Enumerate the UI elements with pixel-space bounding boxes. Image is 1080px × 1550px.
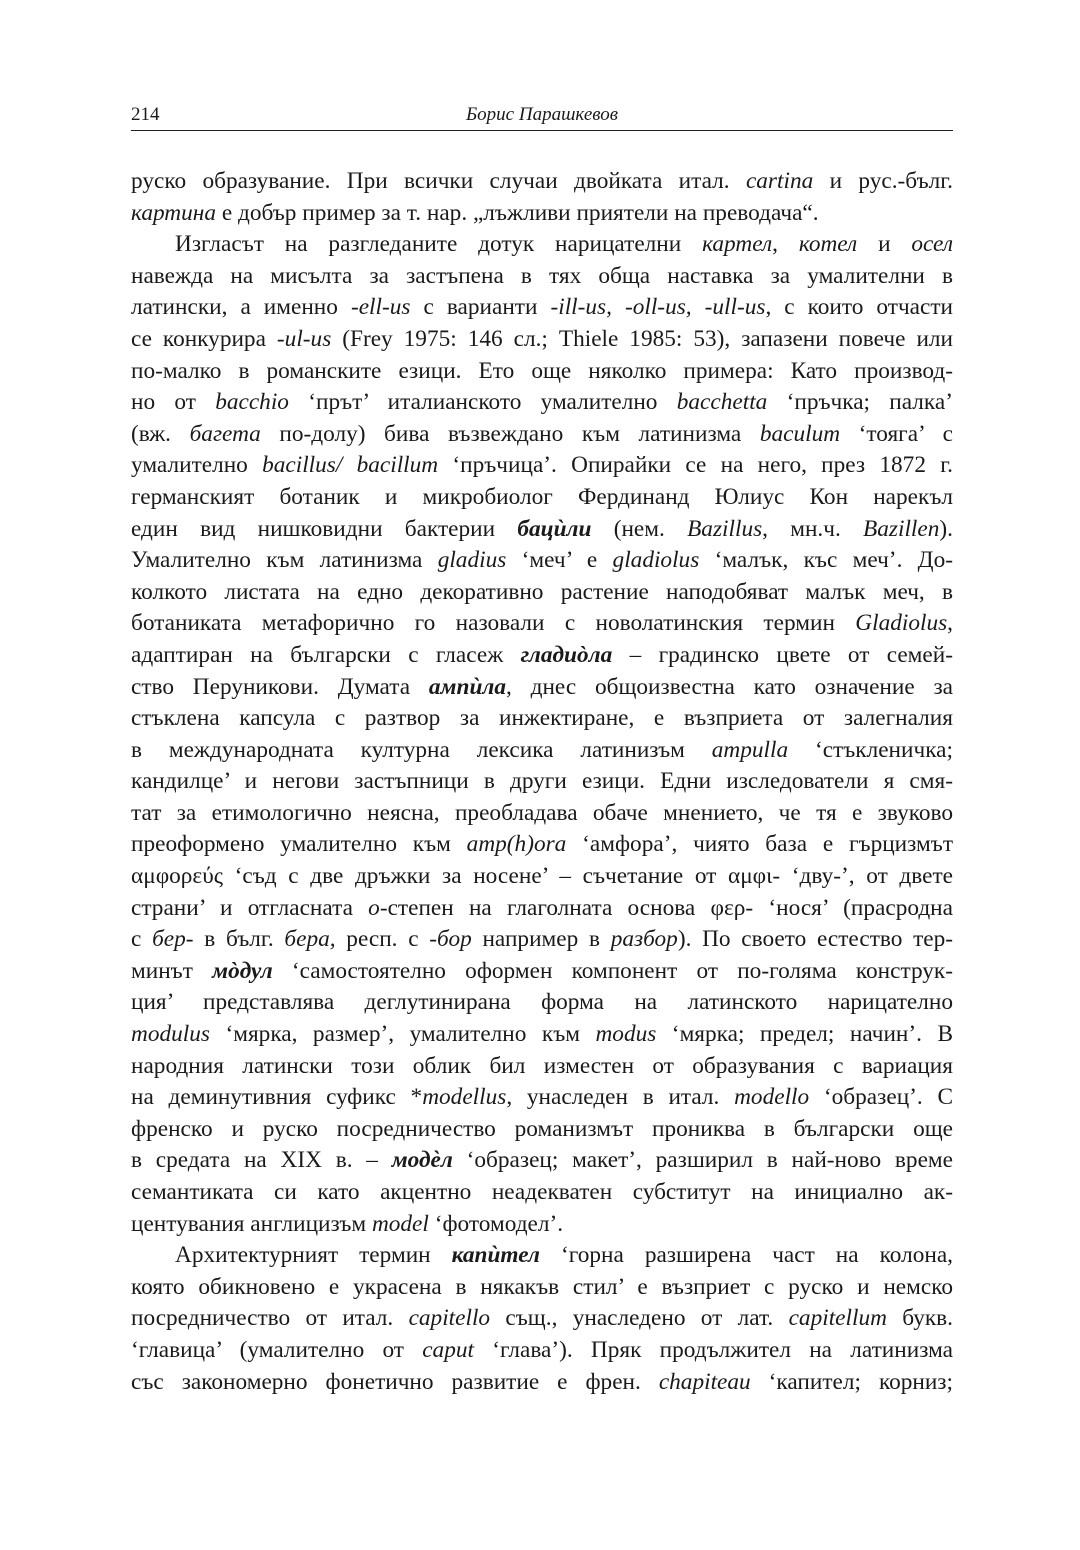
text-line: modulus ‘мярка, размер’, умалително към modus ‘мярка; предел; начин’. В [131,1021,953,1048]
text-line: със закономерно фонетично развитие е френ. chapiteau ‘капител; корниз; [131,1368,953,1395]
text-line: френско и руско посредничество романизмът прониква в български още [131,1115,953,1142]
text-line: (вж. багета по-долу) бива възвеждано към латинизма baculum ‘тояга’ с [131,420,953,447]
text-line: адаптиран на български с гласеж гладиòла – градинско цвете от семей- [131,641,953,668]
text-line: латински, а именно -ell-us с варианти -ill-us, -oll-us, -ull-us, с които отчасти [131,294,953,321]
text-line: навежда на мисълта за застъпена в тях обща наставка за умалителни в [131,262,953,289]
text-line: Умалително към латинизма gladius ‘меч’ е gladiolus ‘малък, къс меч’. До- [131,547,953,574]
text-line: стъклена капсула с разтвор за инжектиране, е възприета от залегналия [131,705,953,732]
text-line: но от bacchio ‘прът’ италианското умалително bacchetta ‘пръчка; палка’ [131,389,953,416]
text-line: минът мòдул ‘самостоятелно оформен компонент от по-голяма конструк- [131,957,954,984]
text-line: тат за етимологично неясна, преобладава обаче мнението, че тя е звуково [131,799,953,826]
text-line: по-малко в романските езици. Ето още няколко примера: Като производ- [131,357,953,384]
text-line: посредничество от итал. capitello същ., унаследено от лат. capitellum букв. [131,1305,953,1332]
text-line: Изгласът на разгледаните дотук нарицателни картел, котел и осел [175,231,953,258]
text-line: ство Перуникови. Думата ампѝла, днес общоизвестна като означение за [131,673,953,700]
running-title: Борис Парашкевов [465,104,619,125]
text-line: Архитектурният термин капѝтел ‘горна разширена част на колона, [175,1242,953,1269]
text-line: на деминутивния суфикс *modellus, унаследен в итал. modello ‘образец’. С [131,1084,954,1111]
text-line: семантиката си като акцентно неадекватен субститут на инициално ак- [131,1179,953,1205]
page-header [131,104,953,131]
page-number: 214 [131,104,160,125]
text-line: умалително bacillus/ bacillum ‘пръчица’. Опирайки се на него, през 1872 г. [131,452,953,479]
text-line: страни’ и отгласната о-степен на глаголната основа φερ- ‘нося’ (прасродна [131,894,953,921]
text-line: германският ботаник и микробиолог Фердинанд Юлиус Кон нарекъл [131,483,953,510]
text-line: в средата на XIX в. – модѐл ‘образец; макет’, разширил в най-ново време [131,1147,953,1174]
text-line: руско образувание. При всички случаи двойката итал. cartina и рус.-бълг. [131,168,953,194]
text-line: с бер- в бълг. бера, респ. с -бор например в разбор). По своето естество тер- [131,926,954,953]
text-line: се конкурира -ul-us (Frey 1975: 146 сл.; Thiele 1985: 53), запазени повече или [131,325,954,352]
text-line: която обикновено е украсена в някакъв стил’ е възприет с руско и немско [131,1273,953,1300]
text-line: ция’ представлява деглутинирана форма на латинското нарицателно [131,989,953,1016]
text-line: народния латински този облик бил изместен от образувания с вариация [131,1052,953,1079]
text-line: ботаниката метафорично го назовали с новолатинския термин Gladiolus, [131,610,953,637]
text-line: ‘главица’ (умалително от caput ‘глава’). Пряк продължител на латинизма [131,1336,954,1363]
text-line: αμφορεύς ‘съд с две дръжки за носене’ – съчетание от αμφι- ‘дву-’, от двете [131,863,953,890]
text-line: центувания англицизъм model ‘фотомодел’. [131,1210,564,1237]
text-line: един вид нишковидни бактерии бацѝли (нем. Bazillus, мн.ч. Bazillen). [131,515,953,542]
body-text [131,166,953,1398]
text-line: колкото листата на едно декоративно растение наподобяват малък меч, в [131,578,953,605]
text-line: преоформено умалително към amp(h)ora ‘амфора’, чиято база е гърцизмът [131,831,953,858]
text-line: картина е добър пример за т. нар. „лъжливи приятели на преводача“. [131,199,819,226]
text-line: в международната културна лексика латинизъм ampulla ‘стъкленичка; [131,736,953,763]
text-line: кандилце’ и негови застъпници в други езици. Едни изследователи я смя- [131,768,953,795]
